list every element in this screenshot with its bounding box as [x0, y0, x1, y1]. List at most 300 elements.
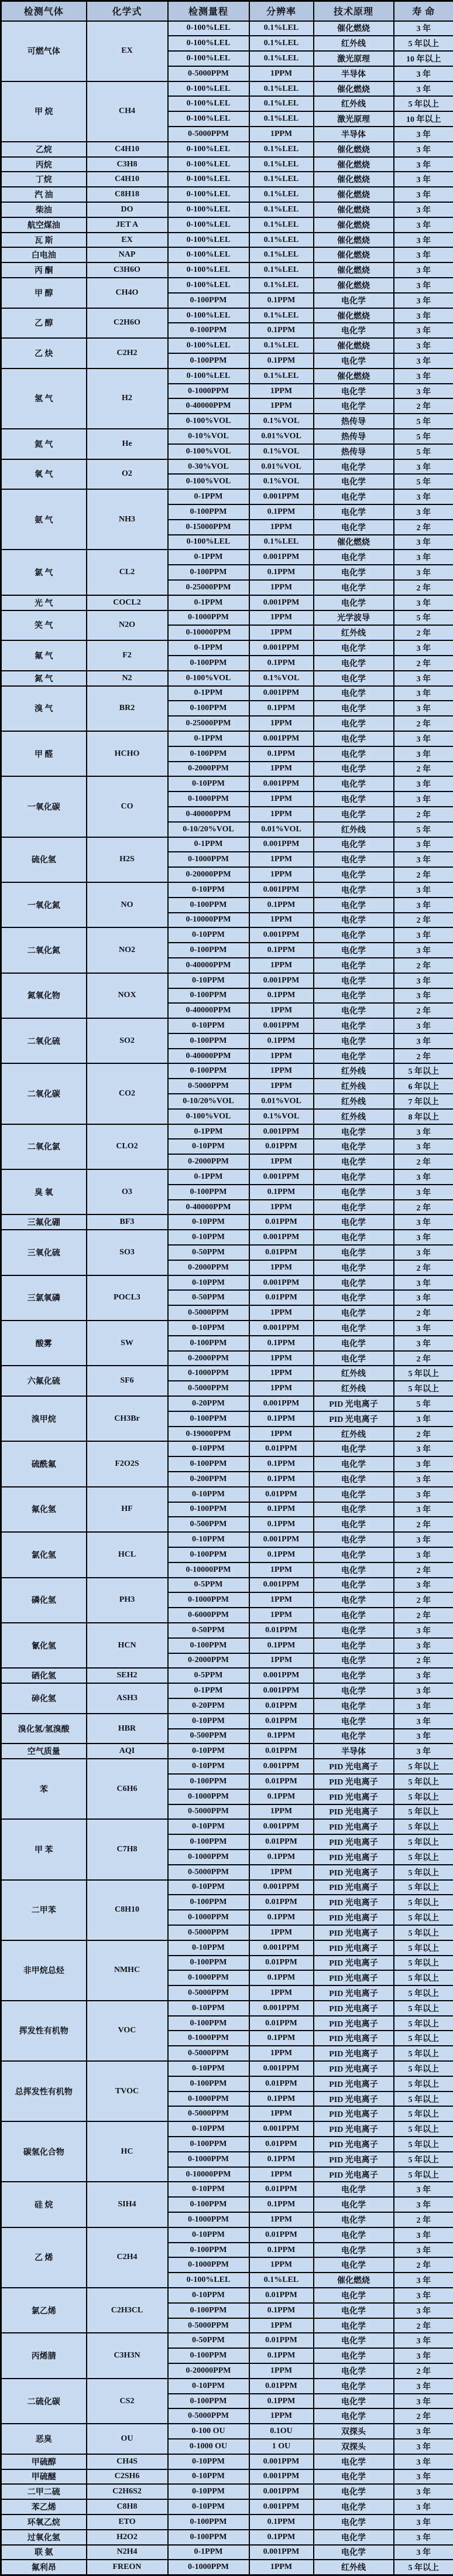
gas-cell: 酸雾 [1, 1321, 87, 1366]
table-row [1, 2560, 453, 2575]
gas-cell: 一氧化氮 [1, 882, 87, 927]
resolution-cell: 1PPM [249, 1985, 314, 2001]
resolution-cell: 1PPM [249, 1154, 314, 1169]
principle-cell: 电化学 [314, 762, 394, 777]
resolution-cell: 0.1PPM [249, 1456, 314, 1472]
gas-cell: 氮 气 [1, 671, 87, 686]
principle-cell: PID 光电离子 [314, 2031, 394, 2046]
resolution-cell: 0.1PPM [249, 2394, 314, 2409]
principle-cell: 电化学 [314, 1456, 394, 1472]
lifespan-cell: 3 年 [394, 535, 453, 550]
formula-cell: F2O2S [87, 1441, 168, 1486]
gas-cell: 二硫化碳 [1, 2379, 87, 2424]
principle-cell: 激光原理 [314, 111, 394, 127]
range-cell: 0-100PPM [168, 2530, 249, 2545]
lifespan-cell: 3 年 [394, 837, 453, 852]
principle-cell: 电化学 [314, 384, 394, 399]
resolution-cell: 0.1%LEL [249, 308, 314, 323]
formula-cell: C4H10 [87, 142, 168, 157]
lifespan-cell: 2 年 [394, 398, 453, 414]
resolution-cell: 1PPM [249, 2363, 314, 2379]
range-cell: 0-100PPM [168, 988, 249, 1004]
formula-cell: BF3 [87, 1214, 168, 1230]
resolution-cell: 0.1PPM [249, 1729, 314, 1744]
lifespan-cell: 5 年以上 [394, 2152, 453, 2167]
resolution-cell: 0.001PPM [249, 1018, 314, 1033]
resolution-cell: 0.01PPM [249, 1245, 314, 1260]
resolution-cell: 1PPM [249, 1079, 314, 1094]
gas-cell: 甲 醛 [1, 731, 87, 776]
range-cell: 0-100%LEL [168, 369, 249, 384]
principle-cell: 电化学 [314, 656, 394, 671]
resolution-cell: 0.01PPM [249, 2333, 314, 2348]
range-cell: 0-50PPM [168, 1290, 249, 1305]
lifespan-cell: 3 年 [394, 2273, 453, 2288]
column-header-range: 检测量程 [168, 1, 249, 21]
gas-cell: 丙烷 [1, 157, 87, 172]
table-row [1, 1396, 453, 1411]
resolution-cell: 0.1%VOL [249, 444, 314, 459]
lifespan-cell: 3 年 [394, 81, 453, 97]
table-row [1, 247, 453, 262]
resolution-cell: 0.001PPM [249, 686, 314, 701]
resolution-cell: 0.001PPM [249, 1759, 314, 1774]
range-cell: 0-1000PPM [168, 2152, 249, 2167]
resolution-cell: 0.1PPM [249, 323, 314, 338]
resolution-cell: 0.1%LEL [249, 81, 314, 97]
resolution-cell: 0.01PPM [249, 2076, 314, 2091]
formula-cell: HCN [87, 1623, 168, 1668]
resolution-cell: 1PPM [249, 580, 314, 595]
lifespan-cell: 2 年 [394, 2408, 453, 2424]
lifespan-cell: 3 年 [394, 2182, 453, 2197]
table-row [1, 1532, 453, 1547]
resolution-cell: 0.1PPM [249, 504, 314, 520]
table-row [1, 2484, 453, 2499]
formula-cell: CO [87, 776, 168, 837]
resolution-cell: 0.1PPM [249, 1638, 314, 1653]
principle-cell: 电化学 [314, 2379, 394, 2394]
range-cell: 0-20PPM [168, 1698, 249, 1714]
principle-cell: 电化学 [314, 1321, 394, 1336]
principle-cell: 电化学 [314, 1305, 394, 1321]
gas-cell: 氢 气 [1, 369, 87, 429]
resolution-cell: 0.001PPM [249, 595, 314, 610]
principle-cell: 电化学 [314, 474, 394, 489]
range-cell: 0-19000PPM [168, 1427, 249, 1442]
table-row [1, 1487, 453, 1502]
gas-cell: 恶臭 [1, 2424, 87, 2454]
principle-cell: PID 光电离子 [314, 1865, 394, 1880]
lifespan-cell: 3 年 [394, 973, 453, 988]
lifespan-cell: 3 年 [394, 2530, 453, 2545]
column-header-principle: 技术原理 [314, 1, 394, 21]
formula-cell: JET A [87, 217, 168, 233]
resolution-cell: 1PPM [249, 2167, 314, 2182]
resolution-cell: 0.1%LEL [249, 142, 314, 157]
lifespan-cell: 3 年 [394, 943, 453, 958]
range-cell: 0-10PPM [168, 1714, 249, 1729]
resolution-cell: 1PPM [249, 791, 314, 807]
lifespan-cell: 3 年 [394, 1472, 453, 1487]
resolution-cell: 0.001PPM [249, 2121, 314, 2137]
lifespan-cell: 2 年 [394, 1562, 453, 1578]
principle-cell: 电化学 [314, 1578, 394, 1593]
lifespan-cell: 3 年 [394, 927, 453, 943]
formula-cell: CH3Br [87, 1396, 168, 1441]
lifespan-cell: 5 年 [394, 414, 453, 429]
resolution-cell: 0.1%LEL [249, 535, 314, 550]
lifespan-cell: 5 年以上 [394, 1910, 453, 1925]
range-cell: 0-1000PPM [168, 1970, 249, 1985]
range-cell: 0-10PPM [168, 1321, 249, 1336]
table-row [1, 837, 453, 852]
lifespan-cell: 3 年 [394, 550, 453, 565]
principle-cell: 电化学 [314, 837, 394, 852]
gas-cell: 溴化氢/氢溴酸 [1, 1714, 87, 1744]
formula-cell: FREON [87, 2560, 168, 2575]
range-cell: 0-100%LEL [168, 202, 249, 217]
resolution-cell: 0.1OU [249, 2424, 314, 2439]
resolution-cell: 0.01%VOL [249, 1094, 314, 1109]
resolution-cell: 1PPM [249, 1351, 314, 1366]
resolution-cell: 0.001PPM [249, 1169, 314, 1185]
lifespan-cell: 3 年 [394, 1683, 453, 1698]
formula-cell: He [87, 429, 168, 459]
gas-cell: 挥发性有机物 [1, 2001, 87, 2061]
gas-cell: 丙 酮 [1, 262, 87, 278]
resolution-cell: 0.1%LEL [249, 233, 314, 248]
gas-cell: 硒化氢 [1, 1668, 87, 1683]
lifespan-cell: 5 年以上 [394, 2137, 453, 2152]
table-row [1, 2545, 453, 2560]
resolution-cell: 1PPM [249, 66, 314, 81]
lifespan-cell: 3 年 [394, 353, 453, 369]
gas-cell: 苯乙烯 [1, 2499, 87, 2514]
gas-table-header [1, 1, 453, 21]
resolution-cell: 1PPM [249, 127, 314, 142]
lifespan-cell: 3 年 [394, 731, 453, 746]
lifespan-cell: 5 年以上 [394, 1940, 453, 1956]
principle-cell: 电化学 [314, 1200, 394, 1215]
principle-cell: 电化学 [314, 2182, 394, 2197]
resolution-cell: 0.001PPM [249, 1880, 314, 1895]
principle-cell: 电化学 [314, 1275, 394, 1291]
resolution-cell: 0.01PPM [249, 1698, 314, 1714]
range-cell: 0-1000PPM [168, 384, 249, 399]
resolution-cell: 0.1PPM [249, 2152, 314, 2167]
resolution-cell: 1PPM [249, 2560, 314, 2575]
principle-cell: 热传导 [314, 429, 394, 444]
lifespan-cell: 2 年 [394, 807, 453, 822]
range-cell: 0-1000PPM [168, 2212, 249, 2227]
principle-cell: 电化学 [314, 2257, 394, 2273]
table-row [1, 1683, 453, 1698]
principle-cell: 光学波导 [314, 610, 394, 626]
principle-cell: 电化学 [314, 1729, 394, 1744]
principle-cell: PID 光电离子 [314, 1804, 394, 1820]
lifespan-cell: 2 年 [394, 1154, 453, 1169]
range-cell: 0-10PPM [168, 2061, 249, 2076]
gas-cell: 空气质量 [1, 1744, 87, 1759]
principle-cell: 电化学 [314, 1441, 394, 1456]
principle-cell: 红外线 [314, 822, 394, 837]
range-cell: 0-2000PPM [168, 1653, 249, 1669]
lifespan-cell: 5 年以上 [394, 2167, 453, 2182]
gas-cell: 氦 气 [1, 429, 87, 459]
table-row [1, 1940, 453, 1956]
principle-cell: 电化学 [314, 520, 394, 535]
principle-cell: 电化学 [314, 1502, 394, 1517]
lifespan-cell: 2 年 [394, 656, 453, 671]
lifespan-cell: 5 年以上 [394, 1970, 453, 1985]
range-cell: 0-10/20%VOL [168, 1094, 249, 1109]
resolution-cell: 1PPM [249, 1366, 314, 1381]
formula-cell: DO [87, 202, 168, 217]
formula-cell: HCL [87, 1532, 168, 1577]
formula-cell: C2H6O [87, 308, 168, 339]
lifespan-cell: 5 年 [394, 822, 453, 837]
lifespan-cell: 10 年以上 [394, 111, 453, 127]
gas-cell: 乙 烯 [1, 2227, 87, 2288]
resolution-cell: 0.1PPM [249, 293, 314, 308]
range-cell: 0-10000PPM [168, 1562, 249, 1578]
resolution-cell: 0.1%LEL [249, 247, 314, 262]
lifespan-cell: 5 年以上 [394, 1819, 453, 1834]
lifespan-cell: 5 年以上 [394, 1956, 453, 1971]
range-cell: 0-100PPM [168, 1456, 249, 1472]
formula-cell: C2H4 [87, 2227, 168, 2288]
principle-cell: 电化学 [314, 1033, 394, 1049]
range-cell: 0-10PPM [168, 2379, 249, 2394]
lifespan-cell: 3 年 [394, 2288, 453, 2303]
gas-cell: 砷化氢 [1, 1683, 87, 1714]
range-cell: 0-1000PPM [168, 1592, 249, 1608]
column-header-resolution: 分辨率 [249, 1, 314, 21]
range-cell: 0-100%LEL [168, 338, 249, 353]
resolution-cell: 0.1PPM [249, 1970, 314, 1985]
table-row [1, 81, 453, 97]
lifespan-cell: 5 年以上 [394, 2121, 453, 2137]
gas-cell: 柴油 [1, 202, 87, 217]
gas-cell: 氟 气 [1, 640, 87, 671]
lifespan-cell: 2 年 [394, 1003, 453, 1018]
formula-cell: CH4O [87, 278, 168, 308]
lifespan-cell: 5 年 [394, 474, 453, 489]
range-cell: 0-100PPM [168, 898, 249, 913]
resolution-cell: 0.001PPM [249, 2454, 314, 2469]
principle-cell: 催化燃烧 [314, 21, 394, 36]
range-cell: 0-100PPM [168, 1895, 249, 1910]
lifespan-cell: 3 年 [394, 2469, 453, 2485]
principle-cell: PID 光电离子 [314, 1789, 394, 1804]
lifespan-cell: 2 年 [394, 2363, 453, 2379]
formula-cell: HF [87, 1487, 168, 1532]
resolution-cell: 0.1PPM [249, 1336, 314, 1351]
range-cell: 0-100PPM [168, 2394, 249, 2409]
gas-cell: 氯乙烯 [1, 2288, 87, 2333]
gas-cell: 二氧化碳 [1, 1063, 87, 1124]
formula-cell: C2H6S2 [87, 2484, 168, 2499]
principle-cell: 红外线 [314, 1109, 394, 1124]
gas-cell: 丁烷 [1, 172, 87, 187]
resolution-cell: 0.001PPM [249, 882, 314, 898]
gas-cell: 氨 气 [1, 489, 87, 550]
range-cell: 0-2000PPM [168, 1351, 249, 1366]
gas-cell: 过氧化氢 [1, 2530, 87, 2545]
gas-cell: 甲硫醚 [1, 2469, 87, 2485]
range-cell: 0-100 OU [168, 2424, 249, 2439]
range-cell: 0-40000PPM [168, 1003, 249, 1018]
range-cell: 0-1000PPM [168, 852, 249, 867]
lifespan-cell: 3 年 [394, 1139, 453, 1154]
resolution-cell: 0.001PPM [249, 640, 314, 656]
principle-cell: PID 光电离子 [314, 1850, 394, 1865]
principle-cell: 催化燃烧 [314, 2273, 394, 2288]
resolution-cell: 0.01PPM [249, 2288, 314, 2303]
range-cell: 0-40000PPM [168, 398, 249, 414]
principle-cell: 电化学 [314, 1683, 394, 1698]
table-row [1, 1578, 453, 1593]
gas-cell: 联 氨 [1, 2545, 87, 2560]
resolution-cell: 1PPM [249, 807, 314, 822]
gas-cell: 非甲烷总烃 [1, 1940, 87, 2001]
lifespan-cell: 3 年 [394, 1321, 453, 1336]
range-cell: 0-100PPM [168, 701, 249, 716]
formula-cell: C6H6 [87, 1759, 168, 1819]
range-cell: 0-10PPM [168, 2182, 249, 2197]
formula-cell: CO2 [87, 1063, 168, 1124]
principle-cell: 电化学 [314, 686, 394, 701]
lifespan-cell: 3 年 [394, 293, 453, 308]
resolution-cell: 1PPM [249, 1925, 314, 1940]
lifespan-cell: 3 年 [394, 898, 453, 913]
range-cell: 0-100%LEL [168, 262, 249, 278]
range-cell: 0-10PPM [168, 1230, 249, 1245]
resolution-cell: 1PPM [249, 610, 314, 626]
gas-cell: 丙烯腈 [1, 2333, 87, 2378]
principle-cell: 电化学 [314, 2318, 394, 2333]
formula-cell: TVOC [87, 2061, 168, 2121]
gas-cell: 二甲二硫 [1, 2484, 87, 2499]
resolution-cell: 0.01PPM [249, 1714, 314, 1729]
gas-cell: 溴甲烷 [1, 1396, 87, 1441]
resolution-cell: 1PPM [249, 2257, 314, 2273]
lifespan-cell: 3 年 [394, 384, 453, 399]
formula-cell: ETO [87, 2514, 168, 2530]
column-header-gas: 检测气体 [1, 1, 87, 21]
resolution-cell: 0.1PPM [249, 2530, 314, 2545]
lifespan-cell: 3 年 [394, 247, 453, 262]
resolution-cell: 1PPM [249, 1653, 314, 1669]
range-cell: 0-5000PPM [168, 1381, 249, 1396]
range-cell: 0-100%LEL [168, 278, 249, 293]
principle-cell: 电化学 [314, 504, 394, 520]
principle-cell: 催化燃烧 [314, 202, 394, 217]
lifespan-cell: 5 年以上 [394, 1880, 453, 1895]
principle-cell: 电化学 [314, 2243, 394, 2258]
principle-cell: 电化学 [314, 882, 394, 898]
formula-cell: C3H3N [87, 2333, 168, 2378]
lifespan-cell: 3 年 [394, 1411, 453, 1427]
resolution-cell: 0.001PPM [249, 731, 314, 746]
lifespan-cell: 2 年 [394, 1351, 453, 1366]
table-row [1, 217, 453, 233]
principle-cell: PID 光电离子 [314, 1970, 394, 1985]
resolution-cell: 0.01PPM [249, 2379, 314, 2394]
table-row [1, 459, 453, 475]
range-cell: 0-10PPM [168, 1819, 249, 1834]
range-cell: 0-1PPM [168, 1124, 249, 1139]
resolution-cell: 0.01%VOL [249, 822, 314, 837]
table-row [1, 2469, 453, 2485]
formula-cell: C2H2 [87, 338, 168, 369]
lifespan-cell: 3 年 [394, 1441, 453, 1456]
resolution-cell: 1PPM [249, 958, 314, 973]
resolution-cell: 0.001PPM [249, 489, 314, 504]
formula-cell: ASH3 [87, 1683, 168, 1714]
principle-cell: 电化学 [314, 1532, 394, 1547]
range-cell: 0-1000PPM [168, 1366, 249, 1381]
principle-cell: 电化学 [314, 489, 394, 504]
formula-cell: HC [87, 2121, 168, 2182]
range-cell: 0-1000PPM [168, 2257, 249, 2273]
principle-cell: 电化学 [314, 640, 394, 656]
gas-cell: 光 气 [1, 595, 87, 610]
resolution-cell: 1PPM [249, 1305, 314, 1321]
range-cell: 0-10PPM [168, 2484, 249, 2499]
lifespan-cell: 5 年以上 [394, 1865, 453, 1880]
range-cell: 0-100PPM [168, 353, 249, 369]
range-cell: 0-100PPM [168, 565, 249, 580]
resolution-cell: 1PPM [249, 384, 314, 399]
lifespan-cell: 10 年以上 [394, 51, 453, 66]
range-cell: 0-1000PPM [168, 610, 249, 626]
lifespan-cell: 3 年 [394, 1744, 453, 1759]
resolution-cell: 0.1PPM [249, 2243, 314, 2258]
resolution-cell: 0.1%LEL [249, 36, 314, 51]
gas-table-body [1, 21, 453, 2575]
gas-cell: 碳氢化合物 [1, 2121, 87, 2182]
lifespan-cell: 3 年 [394, 2227, 453, 2243]
range-cell: 0-2000PPM [168, 762, 249, 777]
lifespan-cell: 7 年以上 [394, 1094, 453, 1109]
table-row [1, 369, 453, 384]
lifespan-cell: 3 年 [394, 262, 453, 278]
lifespan-cell: 3 年 [394, 308, 453, 323]
table-row [1, 882, 453, 898]
principle-cell: 电化学 [314, 943, 394, 958]
lifespan-cell: 2 年 [394, 520, 453, 535]
resolution-cell: 1PPM [249, 1003, 314, 1018]
formula-cell: AQI [87, 1744, 168, 1759]
resolution-cell: 0.001PPM [249, 1578, 314, 1593]
resolution-cell: 0.01PPM [249, 1487, 314, 1502]
lifespan-cell: 5 年以上 [394, 2016, 453, 2031]
table-row [1, 595, 453, 610]
table-row [1, 1124, 453, 1139]
lifespan-cell: 3 年 [394, 1729, 453, 1744]
principle-cell: PID 光电离子 [314, 2046, 394, 2061]
lifespan-cell: 3 年 [394, 1230, 453, 1245]
table-row [1, 2182, 453, 2197]
lifespan-cell: 3 年 [394, 595, 453, 610]
gas-cell: 硅 烷 [1, 2182, 87, 2227]
range-cell: 0-500PPM [168, 1729, 249, 1744]
resolution-cell: 0.001PPM [249, 550, 314, 565]
lifespan-cell: 3 年 [394, 2303, 453, 2318]
lifespan-cell: 5 年以上 [394, 2046, 453, 2061]
